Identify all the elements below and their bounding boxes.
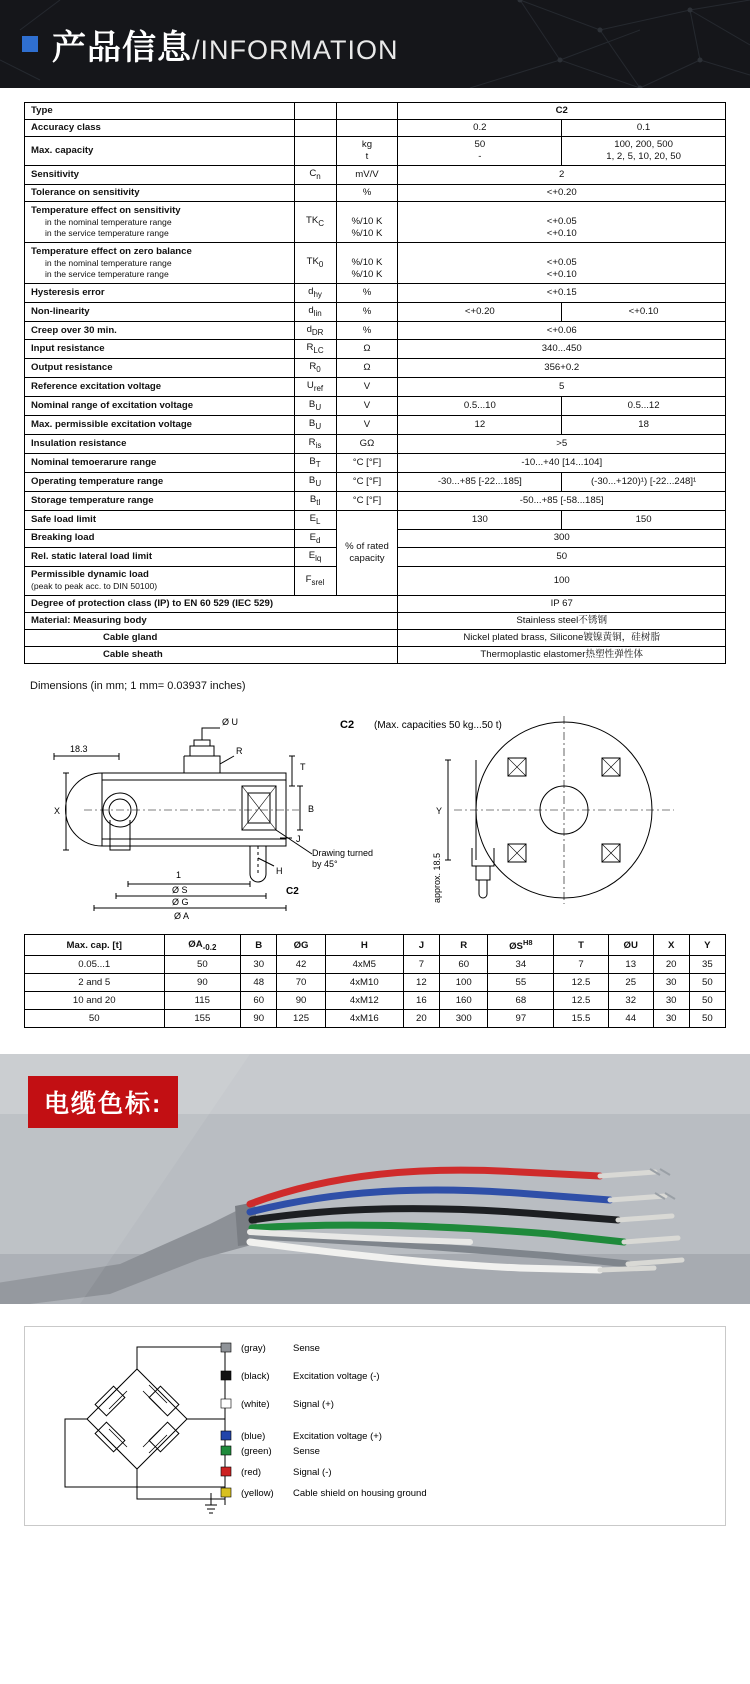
spec-unit: °C [°F] — [336, 472, 398, 491]
table-row — [25, 491, 726, 510]
dims-col-1: $ØA_{-0.2}$ — [164, 935, 241, 956]
spec-value-c2: 0.1 — [562, 119, 726, 136]
spec-value: -10...+40 [14...104] — [398, 453, 726, 472]
drawing-turn-note-line2: by 45° — [312, 859, 338, 870]
spec-unit — [336, 103, 398, 120]
table-row — [25, 647, 726, 664]
dims-cell: 48 — [241, 974, 277, 992]
page-title-cn: 产品信息 — [52, 28, 192, 67]
dims-cell: 7 — [403, 956, 439, 974]
table-row — [25, 136, 726, 165]
spec-value: -50...+85 [-58...185] — [398, 491, 726, 510]
wire-swatch-black — [221, 1371, 231, 1380]
spec-sublabel: in the service temperature range — [45, 227, 169, 238]
spec-label: Accuracy class — [25, 119, 295, 136]
spec-symbol: $R_{LC}$ — [294, 340, 336, 359]
wire-color-1: (black) — [241, 1371, 270, 1383]
wire-desc-1: Excitation voltage (-) — [293, 1371, 380, 1383]
spec-value-c1: <+0.20 — [398, 302, 562, 321]
spec-value: 340...450 — [398, 340, 726, 359]
spec-unit: V — [336, 378, 398, 397]
table-row — [25, 201, 726, 242]
dims-col-5: J — [403, 935, 439, 956]
drawing-capacity-note: (Max. capacities 50 kg...50 t) — [374, 720, 502, 732]
spec-value-c1: 0.5...10 — [398, 397, 562, 416]
content-wrap — [0, 102, 750, 1028]
page-title-en: INFORMATION — [200, 34, 399, 65]
table-row — [25, 242, 726, 283]
spec-symbol: $E_d$ — [294, 529, 336, 548]
dims-col-2: B — [241, 935, 277, 956]
spec-value: 356+0.2 — [398, 359, 726, 378]
wire-color-4: (green) — [241, 1446, 272, 1458]
spec-label: Nominal temoerarure range — [25, 453, 295, 472]
table-header-row — [25, 935, 726, 956]
spec-unit — [336, 119, 398, 136]
table-row — [25, 321, 726, 340]
dims-cell: 97 — [488, 1010, 554, 1028]
dims-cell: 13 — [608, 956, 653, 974]
dims-cell: 16 — [403, 992, 439, 1010]
wire-desc-4: Sense — [293, 1446, 320, 1458]
spec-symbol: $B_U$ — [294, 472, 336, 491]
spec-unit: % — [336, 283, 398, 302]
dims-cell: 4xM5 — [325, 956, 403, 974]
dim-label-J: J — [296, 834, 301, 845]
spec-label: Operating temperature range — [25, 472, 295, 491]
spec-value: 300 — [398, 529, 726, 548]
dim-label-R: R — [236, 746, 243, 757]
spec-symbol: $E_L$ — [294, 510, 336, 529]
dim-label-1: 1 — [176, 870, 182, 881]
wire-desc-0: Sense — [293, 1343, 320, 1355]
spec-value: <+0.05 <+0.10 — [398, 201, 726, 242]
dims-cell: 155 — [164, 1010, 241, 1028]
spec-value: >5 — [398, 434, 726, 453]
spec-unit: GΩ — [336, 434, 398, 453]
dimensions-caption: Dimensions (in mm; 1 mm= 0.03937 inches) — [30, 680, 246, 693]
dimensions-table — [24, 934, 726, 1028]
dims-cell: 42 — [277, 956, 326, 974]
spec-label: Storage temperature range — [25, 491, 295, 510]
spec-label: Input resistance — [25, 340, 295, 359]
dims-cell: 60 — [439, 956, 488, 974]
spec-value: IP 67 — [398, 596, 726, 613]
wire-color-5: (red) — [241, 1467, 262, 1479]
spec-sublabel: in the service temperature range — [45, 268, 169, 279]
spec-value-c1: -30...+85 [-22...185] — [398, 472, 562, 491]
spec-label: Hysteresis error — [25, 283, 295, 302]
table-row — [25, 416, 726, 435]
spec-value: Nickel plated brass, Silicone镀镍黄铜，硅树脂 — [398, 630, 726, 647]
spec-label — [25, 567, 295, 596]
dims-cell: 12 — [403, 974, 439, 992]
spec-value-c1: 12 — [398, 416, 562, 435]
wire-desc-6: Cable shield on housing ground — [293, 1488, 427, 1500]
spec-symbol: $B_U$ — [294, 416, 336, 435]
dims-cell: 100 — [439, 974, 488, 992]
table-row — [25, 510, 726, 529]
wire-color-6: (yellow) — [241, 1488, 274, 1500]
dims-cell: 50 — [25, 1010, 165, 1028]
table-row — [25, 453, 726, 472]
wire-swatch-gray — [221, 1343, 231, 1352]
dim-label-X: X — [54, 806, 61, 817]
dims-col-8: T — [554, 935, 609, 956]
dims-col-9: ØU — [608, 935, 653, 956]
dimension-drawing — [24, 698, 726, 928]
spec-value: <+0.05 <+0.10 — [398, 242, 726, 283]
wire-swatch-yellow — [221, 1488, 231, 1497]
dims-col-0: Max. cap. [t] — [25, 935, 165, 956]
spec-unit: kg t — [336, 136, 398, 165]
dims-cell: 50 — [164, 956, 241, 974]
spec-label-main: Temperature effect on sensitivity — [31, 205, 181, 217]
dims-col-4: H — [325, 935, 403, 956]
dims-cell: 0.05...1 — [25, 956, 165, 974]
spec-value: <+0.15 — [398, 283, 726, 302]
spec-label — [25, 242, 295, 283]
dims-col-3: ØG — [277, 935, 326, 956]
spec-label: Degree of protection class (IP) to EN 60 529 (IEC 529) — [25, 596, 398, 613]
spec-symbol: $d_{lin}$ — [294, 302, 336, 321]
spec-symbol: $R_{is}$ — [294, 434, 336, 453]
dims-cell: 2 and 5 — [25, 974, 165, 992]
spec-label: Material: Measuring body — [25, 613, 398, 630]
wire-swatch-blue — [221, 1431, 231, 1440]
page-title — [52, 20, 399, 69]
spec-label: Cable sheath — [25, 647, 398, 664]
spec-label: Creep over 30 min. — [25, 321, 295, 340]
dims-cell: 50 — [689, 1010, 725, 1028]
spec-symbol: $d_{hy}$ — [294, 283, 336, 302]
wire-swatch-green — [221, 1446, 231, 1455]
dim-label-B: B — [308, 804, 315, 815]
spec-label: Safe load limit — [25, 510, 295, 529]
spec-label: Max. capacity — [25, 136, 295, 165]
spec-value: 50 — [398, 548, 726, 567]
spec-symbol: $R_0$ — [294, 359, 336, 378]
table-row — [25, 378, 726, 397]
spec-symbol: $TK_C$ — [294, 201, 336, 242]
dims-cell: 50 — [689, 974, 725, 992]
dims-cell: 4xM12 — [325, 992, 403, 1010]
dim-label-U: Ø U — [222, 717, 239, 728]
table-row — [25, 302, 726, 321]
dims-cell: 115 — [164, 992, 241, 1010]
dim-label-S: Ø S — [172, 885, 188, 896]
spec-symbol: $d_{DR}$ — [294, 321, 336, 340]
dim-label-approx-18-5: approx. 18.5 — [432, 853, 442, 904]
spec-symbol — [294, 184, 336, 201]
spec-value: Thermoplastic elastomer热塑性弹性体 — [398, 647, 726, 664]
wire-swatch-white — [221, 1399, 231, 1408]
spec-unit: °C [°F] — [336, 491, 398, 510]
dims-cell: 160 — [439, 992, 488, 1010]
model-label: C2 — [286, 886, 299, 898]
dims-cell: 20 — [653, 956, 689, 974]
spec-unit: V — [336, 397, 398, 416]
spec-symbol — [294, 119, 336, 136]
cable-color-label: 电缆色标: — [28, 1076, 178, 1128]
spec-sublabel: in the nominal temperature range — [45, 258, 172, 269]
spec-unit: %/10 K %/10 K — [336, 201, 398, 242]
wire-color-2: (white) — [241, 1399, 270, 1411]
spec-value-c2: 0.5...12 — [562, 397, 726, 416]
table-row — [25, 956, 726, 974]
table-row — [25, 630, 726, 647]
spec-label: Breaking load — [25, 529, 295, 548]
dim-label-H: H — [276, 866, 283, 877]
drawing-turn-note-line1: Drawing turned — [312, 848, 374, 859]
drawing-model-title: C2 — [340, 719, 355, 732]
dim-label-18-3: 18.3 — [70, 744, 88, 755]
dims-cell: 90 — [241, 1010, 277, 1028]
spec-value-c1: 130 — [398, 510, 562, 529]
wire-desc-2: Signal (+) — [293, 1399, 334, 1411]
spec-unit: % of rated capacity — [336, 510, 398, 596]
spec-value: <+0.20 — [398, 184, 726, 201]
dims-cell: 90 — [277, 992, 326, 1010]
page-title-slash: / — [192, 34, 201, 65]
spec-unit: % — [336, 321, 398, 340]
dims-cell: 25 — [608, 974, 653, 992]
dims-cell: 12.5 — [554, 974, 609, 992]
dims-cell: 4xM16 — [325, 1010, 403, 1028]
spec-symbol: $B_U$ — [294, 397, 336, 416]
dims-cell: 12.5 — [554, 992, 609, 1010]
dims-cell: 70 — [277, 974, 326, 992]
cable-color-photo — [0, 1054, 750, 1304]
spec-unit: mV/V — [336, 165, 398, 184]
spec-value-c1: 0.2 — [398, 119, 562, 136]
spec-value-c2: (-30...+120)¹) [-22...248]¹ — [562, 472, 726, 491]
dim-label-Y: Y — [436, 806, 443, 817]
dims-cell: 60 — [241, 992, 277, 1010]
spec-symbol: $B_T$ — [294, 453, 336, 472]
spec-label: Sensitivity — [25, 165, 295, 184]
spec-label: Reference excitation voltage — [25, 378, 295, 397]
spec-value: 100 — [398, 567, 726, 596]
spec-unit: °C [°F] — [336, 453, 398, 472]
table-row — [25, 340, 726, 359]
table-row — [25, 992, 726, 1010]
spec-value: C2 — [398, 103, 726, 120]
spec-value: <+0.06 — [398, 321, 726, 340]
spec-symbol: $F_{srel}$ — [294, 567, 336, 596]
spec-unit: Ω — [336, 340, 398, 359]
table-row — [25, 596, 726, 613]
spec-symbol — [294, 103, 336, 120]
table-row — [25, 397, 726, 416]
spec-label: Tolerance on sensitivity — [25, 184, 295, 201]
wire-desc-5: Signal (-) — [293, 1467, 332, 1479]
dims-cell: 55 — [488, 974, 554, 992]
spec-label: Cable gland — [25, 630, 398, 647]
spec-value: Stainless steel不锈钢 — [398, 613, 726, 630]
spec-label: Nominal range of excitation voltage — [25, 397, 295, 416]
spec-value: 2 — [398, 165, 726, 184]
spec-label: Max. permissible excitation voltage — [25, 416, 295, 435]
spec-value-c2: 18 — [562, 416, 726, 435]
wire-color-0: (gray) — [241, 1343, 266, 1355]
table-row — [25, 359, 726, 378]
spec-unit: %/10 K %/10 K — [336, 242, 398, 283]
spec-sublabel: in the nominal temperature range — [45, 217, 172, 228]
specification-table — [24, 102, 726, 664]
table-row — [25, 1010, 726, 1028]
spec-symbol: $B_{tl}$ — [294, 491, 336, 510]
dims-cell: 4xM10 — [325, 974, 403, 992]
dims-cell: 10 and 20 — [25, 992, 165, 1010]
table-row — [25, 119, 726, 136]
dims-cell: 300 — [439, 1010, 488, 1028]
spec-label — [25, 201, 295, 242]
table-row — [25, 103, 726, 120]
dims-col-7: $ØS^{H8}$ — [488, 935, 554, 956]
dims-col-10: X — [653, 935, 689, 956]
spec-label: Rel. static lateral load limit — [25, 548, 295, 567]
spec-unit: % — [336, 302, 398, 321]
dims-cell: 30 — [653, 1010, 689, 1028]
dims-cell: 32 — [608, 992, 653, 1010]
dims-cell: 7 — [554, 956, 609, 974]
spec-symbol — [294, 136, 336, 165]
spec-symbol: $C_n$ — [294, 165, 336, 184]
banner-accent-square — [22, 36, 38, 52]
dim-label-A: Ø A — [174, 911, 190, 922]
spec-value-c2: 100, 200, 500 1, 2, 5, 10, 20, 50 — [562, 136, 726, 165]
dims-cell: 125 — [277, 1010, 326, 1028]
dim-label-T: T — [300, 762, 306, 773]
dims-cell: 34 — [488, 956, 554, 974]
wire-desc-3: Excitation voltage (+) — [293, 1431, 382, 1443]
table-row — [25, 613, 726, 630]
dims-cell: 50 — [689, 992, 725, 1010]
table-row — [25, 974, 726, 992]
spec-symbol: $TK_0$ — [294, 242, 336, 283]
spec-label: Type — [25, 103, 295, 120]
spec-value-c1: 50 - — [398, 136, 562, 165]
spec-sublabel: (peak to peak acc. to DIN 50100) — [31, 581, 158, 592]
dims-cell: 30 — [241, 956, 277, 974]
table-row — [25, 283, 726, 302]
wire-swatch-red — [221, 1467, 231, 1476]
dims-col-6: R — [439, 935, 488, 956]
dims-cell: 30 — [653, 974, 689, 992]
spec-label: Output resistance — [25, 359, 295, 378]
spec-symbol: $E_{lq}$ — [294, 548, 336, 567]
spec-label: Insulation resistance — [25, 434, 295, 453]
table-row — [25, 165, 726, 184]
dims-cell: 68 — [488, 992, 554, 1010]
dims-cell: 44 — [608, 1010, 653, 1028]
spec-unit: V — [336, 416, 398, 435]
dimension-drawing-svg — [24, 698, 726, 928]
spec-label-main: Permissible dynamic load — [31, 569, 149, 581]
spec-value-c2: 150 — [562, 510, 726, 529]
table-row — [25, 184, 726, 201]
dims-cell: 30 — [653, 992, 689, 1010]
spec-symbol: $U_{ref}$ — [294, 378, 336, 397]
dims-col-11: Y — [689, 935, 725, 956]
wiring-diagram-svg — [25, 1327, 725, 1525]
dims-cell: 90 — [164, 974, 241, 992]
spec-label-main: Temperature effect on zero balance — [31, 246, 192, 258]
spec-label: Non-linearity — [25, 302, 295, 321]
spec-value-c2: <+0.10 — [562, 302, 726, 321]
spec-value: 5 — [398, 378, 726, 397]
dim-label-G: Ø G — [172, 897, 189, 908]
dims-cell: 15.5 — [554, 1010, 609, 1028]
wire-color-3: (blue) — [241, 1431, 266, 1443]
page-header-banner — [0, 0, 750, 88]
dims-cell: 35 — [689, 956, 725, 974]
table-row — [25, 434, 726, 453]
spec-unit: Ω — [336, 359, 398, 378]
spec-unit: % — [336, 184, 398, 201]
dims-cell: 20 — [403, 1010, 439, 1028]
table-row — [25, 472, 726, 491]
wiring-diagram — [24, 1326, 726, 1526]
